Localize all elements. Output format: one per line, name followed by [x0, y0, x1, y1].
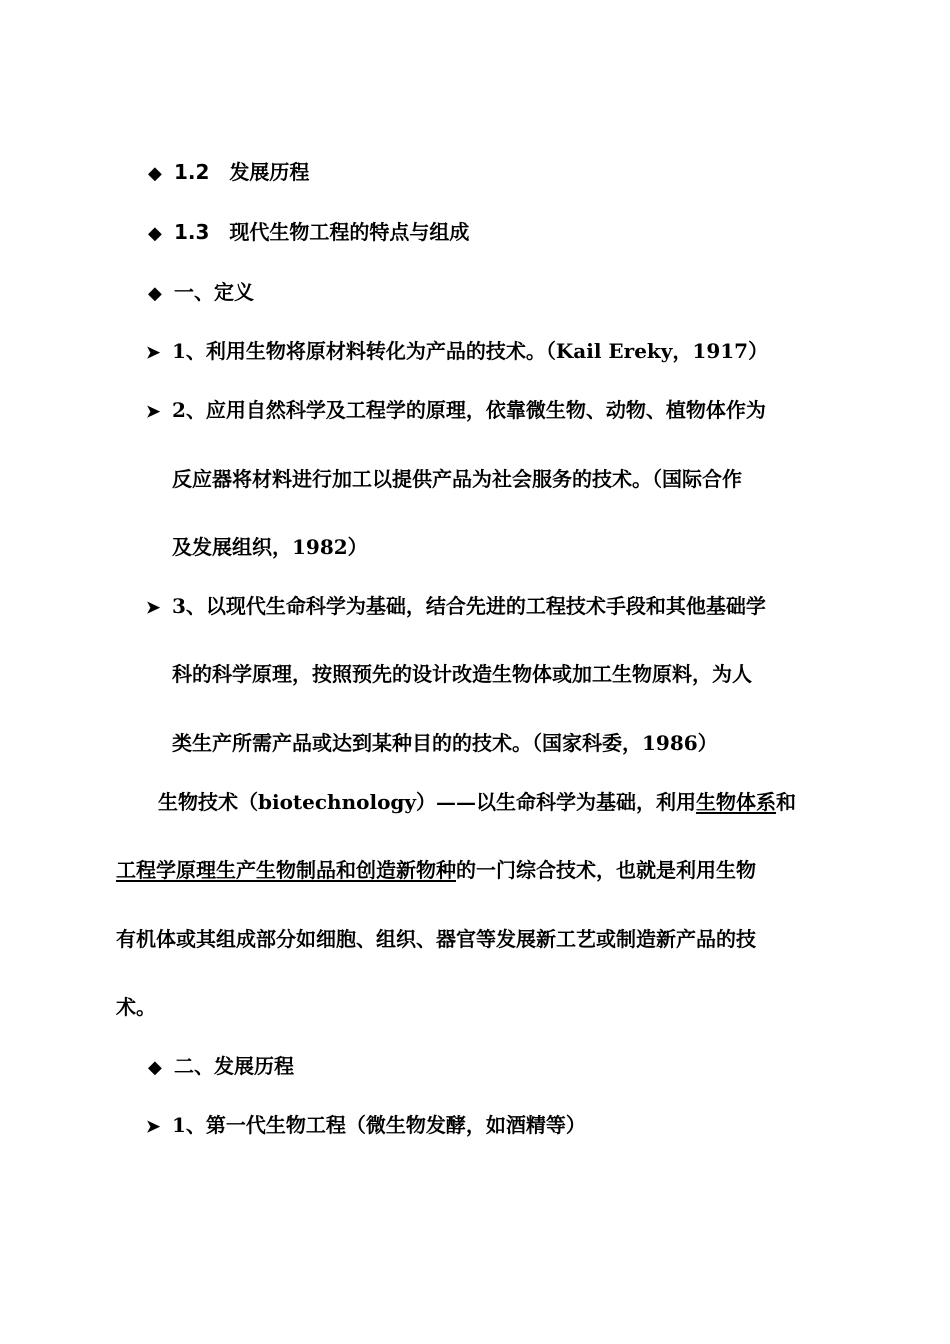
definition-item-3 — [146, 594, 766, 620]
diamond-bullet-icon: ◆ — [148, 1057, 162, 1078]
biotech-paragraph-line-2 — [116, 858, 756, 882]
definition-line: 及发展组织，1982） — [172, 535, 368, 559]
paragraph-text: 和 — [776, 790, 797, 814]
biotech-paragraph-line-4: 术。 — [116, 995, 156, 1019]
diamond-bullet-icon: ◆ — [148, 223, 162, 244]
definition-line: 类生产所需产品或达到某种目的的技术。（国家科委，1986） — [172, 731, 718, 755]
definition-item-2 — [146, 398, 766, 424]
biotech-paragraph-line-1 — [158, 790, 796, 814]
definition-line: 1、利用生物将原材料转化为产品的技术。（Kail Ereky，1917） — [172, 339, 769, 363]
definition-line: 2、应用自然科学及工程学的原理，依靠微生物、动物、植物体作为 — [172, 398, 766, 422]
heading-1-3 — [148, 220, 469, 246]
heading-history — [148, 1054, 294, 1080]
arrow-bullet-icon: ➤ — [146, 402, 161, 422]
paragraph-text: 生物技术（biotechnology）——以生命科学为基础，利用 — [158, 790, 697, 814]
underlined-term: 工程学原理生产生物制品和创造新物种 — [116, 858, 456, 882]
biotech-paragraph-line-3: 有机体或其组成部分如细胞、组织、器官等发展新工艺或制造新产品的技 — [116, 927, 756, 951]
heading-text: 二、发展历程 — [174, 1054, 294, 1078]
heading-text: 1.3 现代生物工程的特点与组成 — [174, 220, 470, 244]
arrow-bullet-icon: ➤ — [146, 1117, 161, 1137]
definition-line: 科的科学原理，按照预先的设计改造生物体或加工生物原料，为人 — [172, 662, 752, 686]
heading-definition — [148, 280, 254, 306]
history-line: 1、第一代生物工程（微生物发酵，如酒精等） — [172, 1113, 586, 1137]
definition-item-1 — [146, 339, 768, 365]
underlined-term: 生物体系 — [696, 790, 777, 814]
paragraph-text: 的一门综合技术，也就是利用生物 — [456, 858, 756, 882]
diamond-bullet-icon: ◆ — [148, 163, 162, 184]
definition-line: 反应器将材料进行加工以提供产品为社会服务的技术。（国际合作 — [172, 467, 742, 491]
definition-line: 3、以现代生命科学为基础，结合先进的工程技术手段和其他基础学 — [172, 594, 766, 618]
arrow-bullet-icon: ➤ — [146, 343, 161, 363]
heading-text: 一、定义 — [174, 280, 254, 304]
heading-text: 1.2 发展历程 — [174, 160, 310, 184]
history-item-1 — [146, 1113, 586, 1139]
heading-1-2 — [148, 160, 309, 186]
arrow-bullet-icon: ➤ — [146, 598, 161, 618]
diamond-bullet-icon: ◆ — [148, 283, 162, 304]
